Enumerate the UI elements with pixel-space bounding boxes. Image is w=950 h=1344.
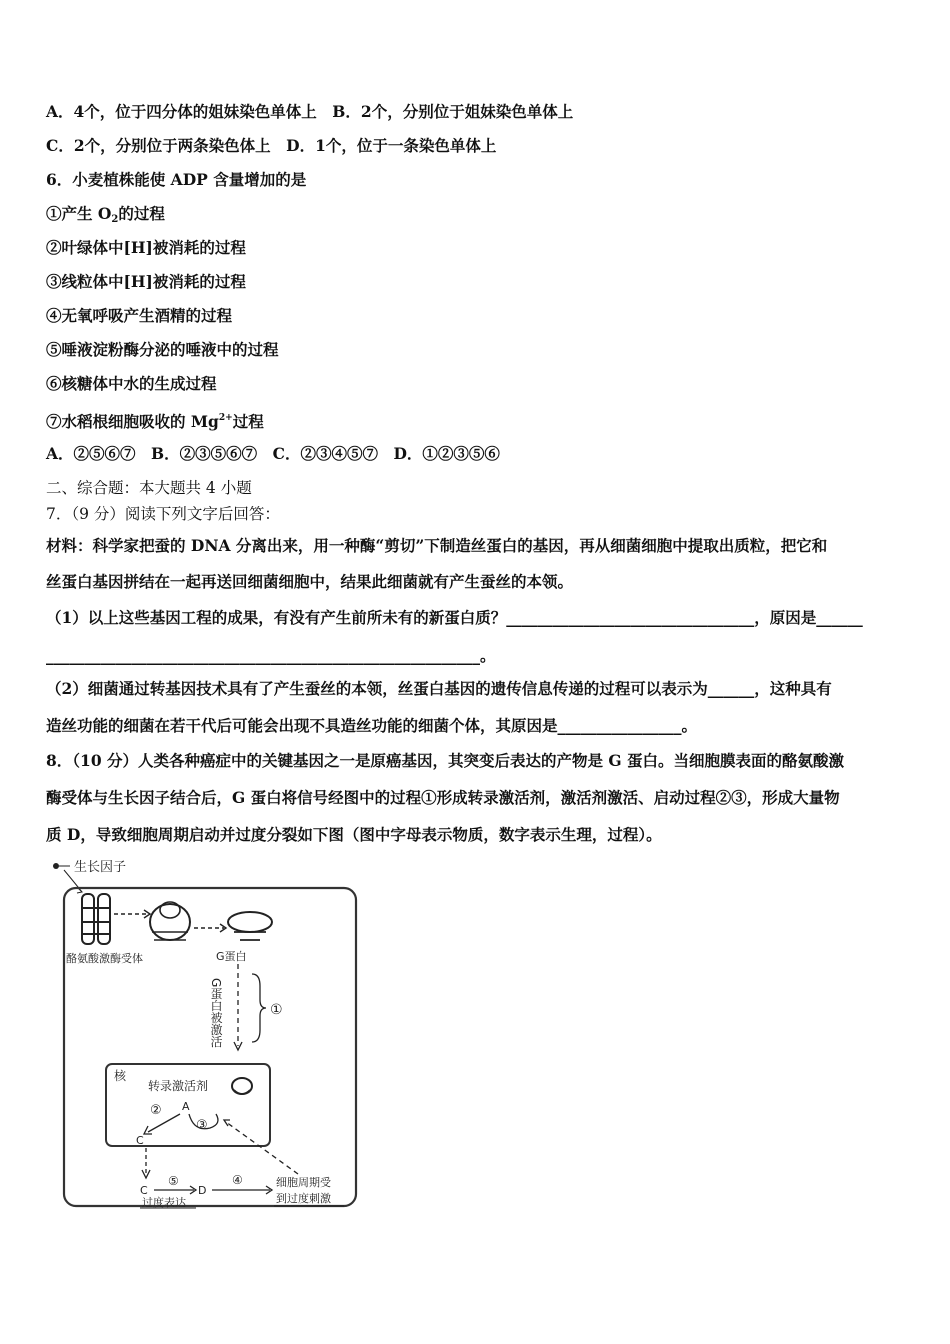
q6-item-1-subscript: 2 [111,214,119,225]
q8-line-2: 酶受体与生长因子结合后，G 蛋白将信号经图中的过程①形成转录激活剂，激活剂激活、启动过程②③，形成大量物 [46,788,840,807]
step-3-label: ③ [196,1118,208,1133]
feedback-arrow [226,1122,298,1174]
receptor-label: 酪氨酸激酶受体 [66,952,143,965]
substance-c-label-nucleus: C [136,1134,144,1147]
step-2-label: ② [150,1103,162,1118]
process-1-brace [252,974,266,1042]
q7-part-1-line-2: ________________________________________________________。 [46,646,496,665]
nucleus-label: 核 [114,1069,127,1083]
q6-item-1-text: ①产生 O [46,204,112,223]
q7-part-1-line-1: （1）以上这些基因工程的成果，有没有产生前所未有的新蛋白质？________________________________，原因是______ [46,608,863,627]
q7-material-line-1: 材料：科学家把蚕的 DNA 分离出来，用一种酶“剪切”下制造丝蛋白的基因，再从细菌细胞中提取出质粒，把它和 [46,536,828,555]
q8-line-3: 质 D，导致细胞周期启动并过度分裂如下图（图中字母表示物质，数字表示生理，过程）。 [46,825,662,844]
protein-complex-icon [150,902,190,940]
cycle-label-line-1: 细胞周期受 [276,1176,331,1189]
activator-icon [232,1078,252,1094]
q6-item-7-text: ⑦水稻根细胞吸收的 Mg [46,412,219,431]
substance-d-label: D [198,1184,207,1197]
section-heading: 二、综合题：本大题共 4 小题 [46,479,252,497]
q5-options-cd: C．2个，分别位于两条染色体上 D．1个，位于一条染色单体上 [46,136,497,155]
q7-part-2-line-1: （2）细菌通过转基因技术具有了产生蚕丝的本领，丝蛋白基因的遗传信息传递的过程可以表示为______，这种具有 [46,679,832,698]
q6-item-1-tail: 的过程 [118,204,165,223]
q6-item-1 [46,204,165,230]
overexpress-label: 过度表达 [142,1196,186,1209]
q7-stem: 7．（9 分）阅读下列文字后回答： [46,505,280,523]
step-4-label: ④ [232,1173,243,1187]
q7-material-line-2: 丝蛋白基因拼结在一起再送回细菌细胞中，结果此细菌就有产生蚕丝的本领。 [46,572,574,591]
q6-stem: 6．小麦植株能使 ADP 含量增加的是 [46,170,307,189]
q7-part-2-line-2: 造丝功能的细菌在若干代后可能会出现不具造丝功能的细菌个体，其原因是________________。 [46,716,698,735]
substance-a-label: A [182,1100,190,1113]
arrowhead [224,1120,230,1126]
q5-options-ab: A．4个，位于四分体的姐妹染色单体上 B．2个，分别位于姐妹染色单体上 [46,102,574,121]
q6-item-5: ⑤唾液淀粉酶分泌的唾液中的过程 [46,340,279,359]
q6-item-7-superscript: 2+ [218,413,233,423]
growth-factor-dot [53,863,59,869]
q6-item-6: ⑥核糖体中水的生成过程 [46,374,217,393]
step-5-label: ⑤ [168,1174,179,1188]
cycle-label-line-2: 到过度刺激 [276,1192,331,1205]
q6-item-4: ④无氧呼吸产生酒精的过程 [46,306,233,325]
q6-item-7-tail: 过程 [232,412,264,431]
receptor-icon [82,894,110,944]
g-protein-icon [228,912,272,940]
q8-line-1: 8．（10 分）人类各种癌症中的关键基因之一是原癌基因，其突变后表达的产物是 G 蛋白。当细胞膜表面的酪氨酸激 [46,751,845,770]
activator-label: 转录激活剂 [148,1079,209,1093]
g-protein-activation-label: G蛋白被激活 [209,978,223,1048]
signal-pathway-figure [44,852,384,1224]
growth-factor-label: 生长因子 [74,860,127,875]
g-protein-label: G蛋白 [216,950,247,963]
step-1-label: ① [270,1002,283,1018]
q6-item-2: ②叶绿体中[H]被消耗的过程 [46,238,246,257]
substance-c-label: C [140,1184,148,1197]
q6-options: A．②⑤⑥⑦ B．②③⑤⑥⑦ C．②③④⑤⑦ D．①②③⑤⑥ [46,444,500,463]
q6-item-7 [46,408,264,432]
q6-item-3: ③线粒体中[H]被消耗的过程 [46,272,246,291]
